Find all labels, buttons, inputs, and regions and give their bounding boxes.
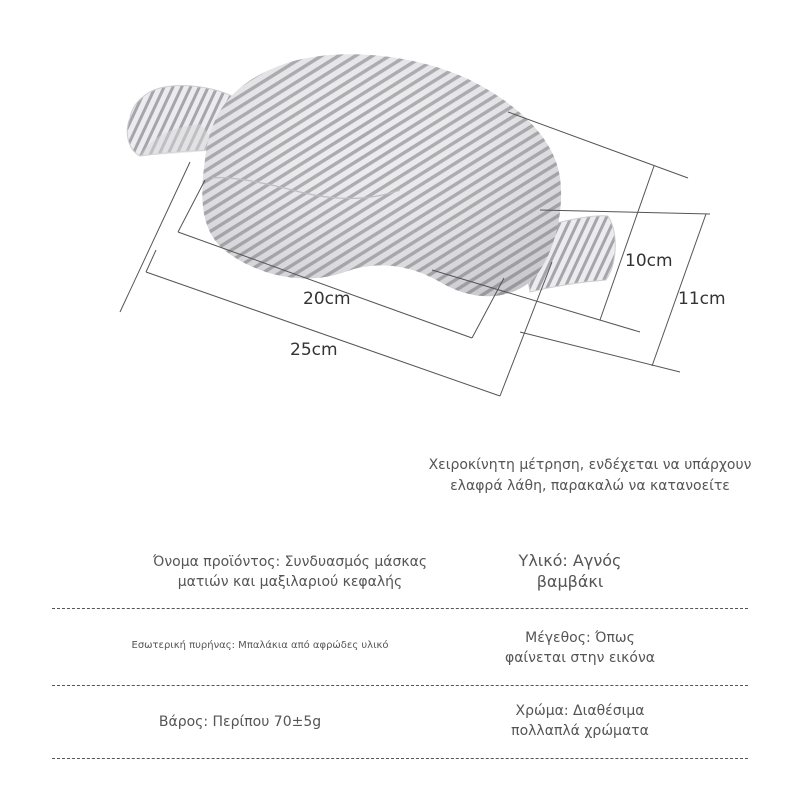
depth-label: 11cm <box>678 289 726 309</box>
material-line-1: Υλικό: Αγνός <box>518 551 622 570</box>
color-cell <box>490 701 670 741</box>
divider-2 <box>52 685 748 686</box>
color-line-1: Χρώμα: Διαθέσιμα <box>515 703 645 719</box>
weight-text: Βάρος: Περίπου 70±5g <box>158 714 322 730</box>
color-line-2: πολλαπλά χρώματα <box>511 723 649 739</box>
inner-core-cell <box>90 638 430 654</box>
inner-core-text: Εσωτερική πυρήνας: Μπαλάκια από αφρώδες υλικό <box>131 640 389 651</box>
product-name-line-2: ματιών και μαξιλαριού κεφαλής <box>177 574 403 590</box>
product-name-line-1: Όνομα προϊόντος: Συνδυασμός μάσκας <box>152 554 428 570</box>
size-line-2: φαίνεται στην εικόνα <box>504 650 656 666</box>
material-cell <box>490 550 650 592</box>
size-cell <box>490 628 670 668</box>
length-label: 25cm <box>290 340 338 360</box>
weight-cell <box>110 712 370 732</box>
product-name-cell <box>120 552 460 592</box>
divider-1 <box>52 608 748 609</box>
width-label: 20cm <box>303 289 351 309</box>
material-line-2: βαμβάκι <box>536 572 604 591</box>
measurement-note <box>400 455 780 497</box>
size-line-1: Μέγεθος: Όπως <box>525 630 635 646</box>
divider-3 <box>52 758 748 759</box>
measurement-note-line-2: ελαφρά λάθη, παρακαλώ να κατανοείτε <box>450 478 730 494</box>
measurement-note-line-1: Χειροκίνητη μέτρηση, ενδέχεται να υπάρχουν <box>428 457 752 473</box>
height-label: 10cm <box>625 251 673 271</box>
